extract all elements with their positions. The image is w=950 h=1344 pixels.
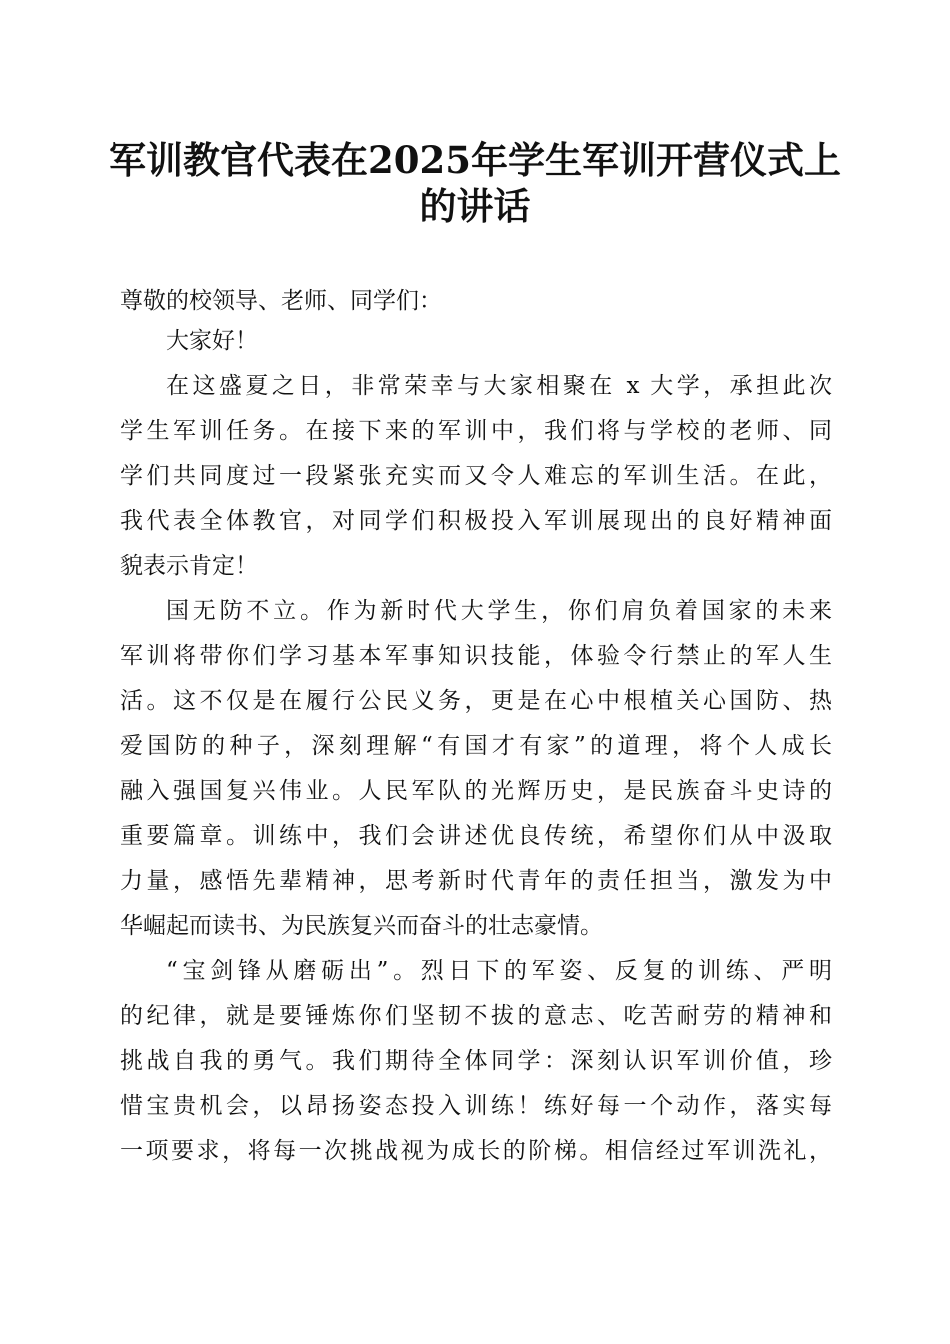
greeting: 大家好！ (166, 328, 258, 354)
paragraph-3-line-1: “宝剑锋从磨砺出”。烈日下的军姿、反复的训练、严明 (166, 958, 832, 984)
document-title-line-2: 的讲话 (419, 184, 531, 228)
paragraph-2-line-8: 华崛起而读书、为民族复兴而奋斗的壮志豪情。 (120, 913, 603, 939)
paragraph-1-line-2: 学生军训任务。在接下来的军训中，我们将与学校的老师、同 (120, 418, 832, 444)
paragraph-2-line-6: 重要篇章。训练中，我们会讲述优良传统，希望你们从中汲取 (120, 823, 832, 849)
paragraph-2-line-7: 力量，感悟先辈精神，思考新时代青年的责任担当，激发为中 (120, 868, 832, 894)
paragraph-1-line-5: 貌表示肯定！ (120, 553, 258, 579)
paragraph-3-line-2: 的纪律，就是要锤炼你们坚韧不拔的意志、吃苦耐劳的精神和 (120, 1003, 832, 1029)
paragraph-1-line-4: 我代表全体教官，对同学们积极投入军训展现出的良好精神面 (120, 508, 832, 534)
paragraph-2-line-1: 国无防不立。作为新时代大学生，你们肩负着国家的未来 (166, 598, 832, 624)
paragraph-2-line-2: 军训将带你们学习基本军事知识技能，体验令行禁止的军人生 (120, 643, 832, 669)
paragraph-3-line-3: 挑战自我的勇气。我们期待全体同学：深刻认识军训价值，珍 (120, 1048, 832, 1074)
paragraph-1-line-1: 在这盛夏之日，非常荣幸与大家相聚在 x 大学，承担此次 (166, 373, 832, 399)
salutation: 尊敬的校领导、老师、同学们： (120, 288, 442, 314)
paragraph-1-line-3: 学们共同度过一段紧张充实而又令人难忘的军训生活。在此， (120, 463, 832, 489)
paragraph-3-line-5: 一项要求，将每一次挑战视为成长的阶梯。相信经过军训洗礼， (120, 1138, 832, 1164)
document-title-line-1: 军训教官代表在2025年学生军训开营仪式上 (109, 138, 841, 182)
paragraph-2-line-3: 活。这不仅是在履行公民义务，更是在心中根植关心国防、热 (120, 688, 832, 714)
paragraph-3-line-4: 惜宝贵机会，以昂扬姿态投入训练！练好每一个动作，落实每 (120, 1093, 832, 1119)
paragraph-2-line-5: 融入强国复兴伟业。人民军队的光辉历史，是民族奋斗史诗的 (120, 778, 832, 804)
paragraph-2-line-4: 爱国防的种子，深刻理解“有国才有家”的道理，将个人成长 (120, 733, 832, 759)
